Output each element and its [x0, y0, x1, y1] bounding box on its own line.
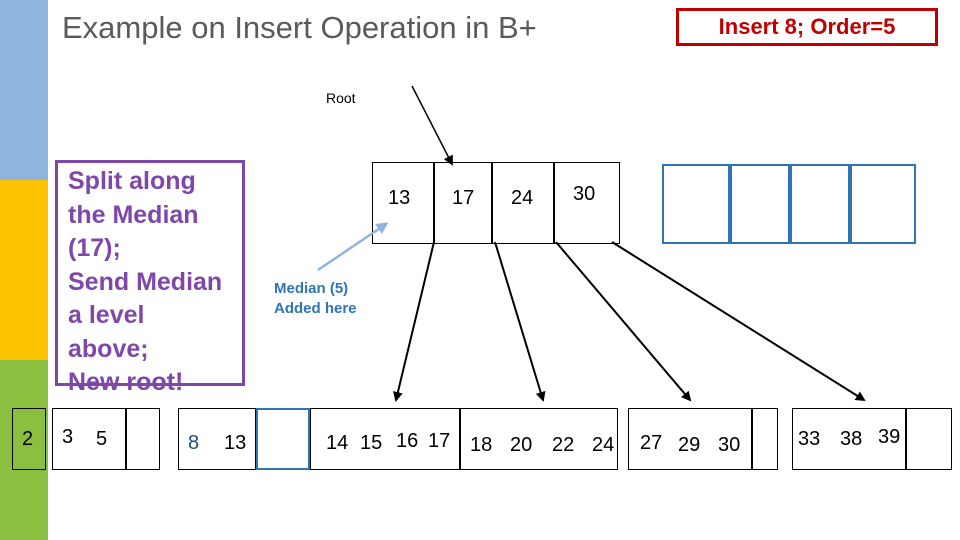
leaf-key: 24 — [592, 434, 615, 456]
root-label: Root — [326, 90, 356, 106]
split-note-line: a level — [68, 301, 145, 329]
leaf-key: 29 — [678, 434, 701, 456]
leaf-key: 27 — [640, 432, 663, 454]
root-pointer-arrow — [412, 86, 452, 164]
median-note-line: Added here — [274, 300, 357, 317]
leaf-key: 22 — [552, 434, 575, 456]
child-pointer-arrow — [556, 242, 690, 400]
split-note-line: Split along — [68, 167, 196, 195]
leaf-key: 38 — [840, 428, 863, 450]
split-note-line: New root! — [68, 368, 184, 396]
root-key-24: 24 — [511, 187, 534, 209]
split-note-line: above; — [68, 334, 149, 363]
insert-order-badge: Insert 8; Order=5 — [676, 8, 938, 46]
leaf-key: 33 — [798, 428, 821, 450]
root-key-13: 13 — [388, 187, 411, 209]
root-key-30: 30 — [573, 183, 596, 205]
child-pointer-arrow — [495, 242, 543, 400]
leaf-key: 18 — [470, 434, 493, 456]
leaf-key: 30 — [718, 434, 741, 456]
median-note-line: Median (5) — [274, 280, 349, 297]
leaf-key-new: 8 — [188, 432, 200, 454]
leaf-key: 5 — [96, 428, 108, 450]
child-pointer-arrow — [612, 242, 864, 400]
leaf-key: 39 — [878, 426, 901, 448]
slide-title: Example on Insert Operation in B+ — [62, 10, 537, 45]
leaf-key: 13 — [224, 432, 247, 454]
split-note-line: the Median — [68, 200, 199, 229]
leaf-key: 2 — [22, 428, 34, 450]
split-note-line: (17); — [68, 234, 121, 262]
leaf-key: 17 — [428, 430, 451, 452]
median-callout-arrow — [318, 224, 386, 270]
root-key-17: 17 — [452, 187, 475, 209]
split-note-line: Send Median — [68, 267, 223, 296]
leaf-key: 3 — [62, 426, 74, 448]
leaf-key: 20 — [510, 434, 533, 456]
child-pointer-arrow — [396, 242, 434, 400]
leaf-key: 16 — [396, 430, 419, 452]
leaf-key: 14 — [326, 432, 349, 454]
leaf-key: 15 — [360, 432, 383, 454]
